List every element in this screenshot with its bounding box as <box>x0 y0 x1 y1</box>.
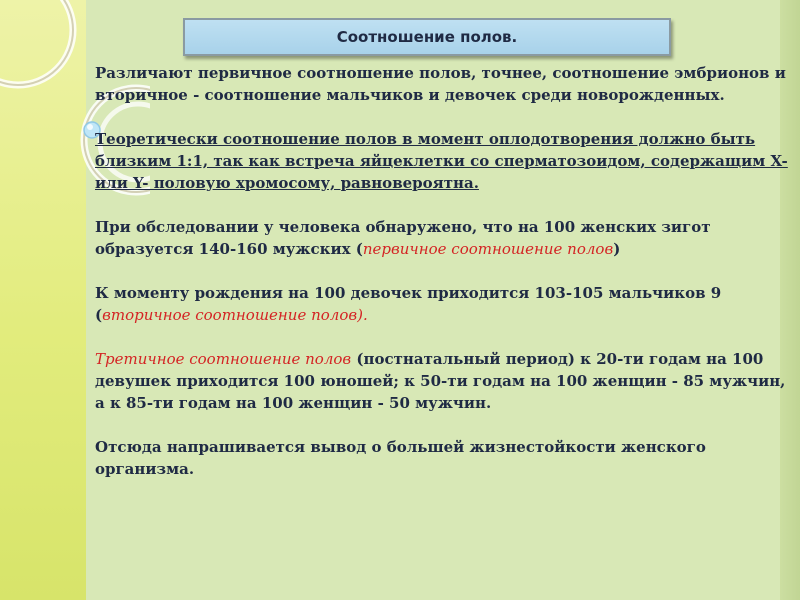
primary-ratio-term: первичное соотношение полов <box>362 240 614 258</box>
secondary-ratio-term: вторичное соотношение полов). <box>102 306 368 324</box>
birth-text: К моменту рождения на 100 девочек приходится 103-105 мальчиков 9 <box>95 284 722 302</box>
birth-paren-open: ( <box>95 306 103 324</box>
tertiary-text: (постнатальный период) к 20-ти годам на 100 девушек приходится 100 юношей; к 50-ти годам на 100 женщин - 85 мужчин, а к 85-ти годам на 100 женщин - 50 мужчин. <box>95 350 786 412</box>
paragraph-primary-secondary: Различают первичное соотношение полов, точнее, соотношение эмбрионов и вторичное - соотношение мальчиков и девочек среди новорожденных. <box>95 64 786 104</box>
paragraph-theoretical-ratio: Теоретически соотношение полов в момент оплодотворения должно быть близким 1:1, так как встреча яйцеклетки со сперматозоидом, содержащим X- или Y- половую хромосому, равновероятна. <box>95 130 788 192</box>
zygotes-text: При обследовании у человека обнаружено, что на 100 женских зигот образуется 140-160 мужских <box>95 218 711 258</box>
paragraph-zygotes <box>95 216 791 260</box>
zygotes-paren-close: ) <box>613 240 621 258</box>
page-title: Соотношение полов. <box>336 28 518 46</box>
paragraph-conclusion: Отсюда напрашивается вывод о большей жизнестойкости женского организма. <box>95 438 706 478</box>
tertiary-ratio-term: Третичное соотношение полов <box>95 350 352 368</box>
paragraph-tertiary-ratio <box>95 348 791 414</box>
paragraph-birth-ratio <box>95 282 791 326</box>
title-banner <box>183 18 671 56</box>
zygotes-paren-open: ( <box>355 240 363 258</box>
slide-body <box>95 62 791 480</box>
